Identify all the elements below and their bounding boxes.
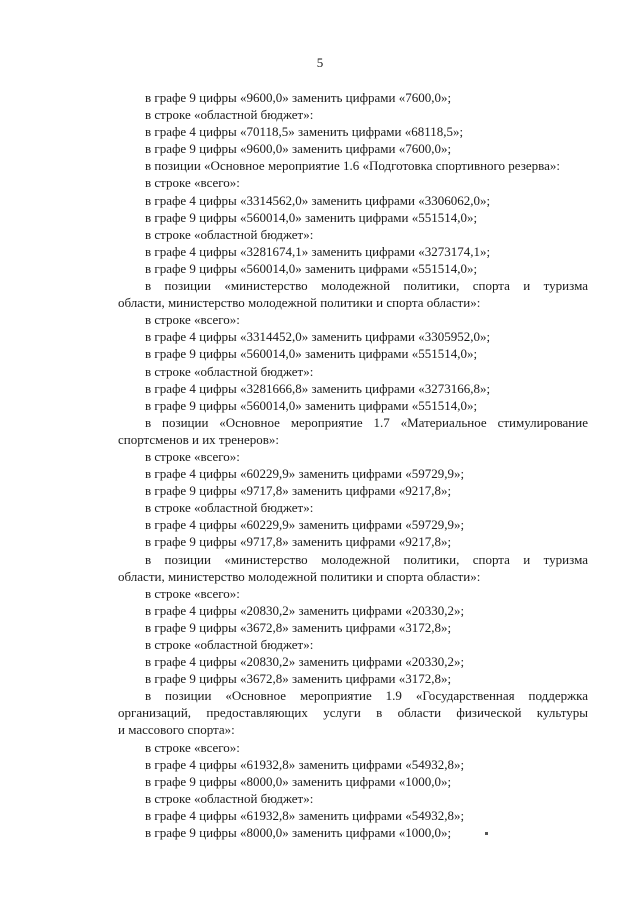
document-line: в строке «областной бюджет»: bbox=[145, 637, 314, 652]
document-line: в графе 4 цифры «20830,2» заменить цифрами «20330,2»; bbox=[145, 602, 465, 618]
document-line: области, министерство молодежной политики и спорта области»: bbox=[118, 295, 481, 311]
document-line: в позиции «Основное мероприятие 1.7 «Материальное стимулирование bbox=[145, 414, 588, 430]
document-line: в строке «областной бюджет»: bbox=[145, 226, 314, 242]
document-line: в строке «всего»: bbox=[145, 585, 240, 601]
document-line: в графе 9 цифры «8000,0» заменить цифрами «1000,0»; bbox=[145, 825, 452, 841]
document-line: в строке «областной бюджет»: bbox=[145, 107, 314, 123]
document-body bbox=[118, 89, 588, 841]
document-line: области, министерство молодежной политики и спорта области»: bbox=[118, 568, 481, 584]
document-line: в позиции «министерство молодежной политики, спорта и туризма bbox=[145, 551, 588, 567]
document-line: в строке «всего»: bbox=[145, 312, 240, 328]
document-line: в графе 9 цифры «560014,0» заменить цифрами «551514,0»; bbox=[145, 260, 478, 276]
page-number: 5 bbox=[316, 55, 324, 70]
document-line: в графе 9 цифры «3672,8» заменить цифрами «3172,8»; bbox=[145, 619, 452, 635]
document-line: в позиции «Основное мероприятие 1.9 «Государственная поддержка bbox=[145, 688, 588, 704]
document-line: в строке «всего»: bbox=[145, 175, 240, 191]
document-line: в графе 4 цифры «61932,8» заменить цифрами «54932,8»; bbox=[145, 807, 465, 823]
document-line: в строке «областной бюджет»: bbox=[145, 363, 314, 379]
document-line: в строке «всего»: bbox=[145, 448, 240, 464]
document-line: в графе 9 цифры «560014,0» заменить цифрами «551514,0»; bbox=[145, 209, 478, 225]
document-line: в графе 4 цифры «20830,2» заменить цифрами «20330,2»; bbox=[145, 654, 465, 670]
document-line: в графе 4 цифры «61932,8» заменить цифрами «54932,8»; bbox=[145, 756, 465, 772]
document-line: в графе 4 цифры «3281674,1» заменить цифрами «3273174,1»; bbox=[145, 243, 491, 259]
document-line: в графе 9 цифры «9717,8» заменить цифрами «9217,8»; bbox=[145, 483, 452, 499]
document-line: в строке «областной бюджет»: bbox=[145, 500, 314, 516]
document-line: в графе 4 цифры «70118,5» заменить цифрами «68118,5»; bbox=[145, 124, 464, 140]
document-line: в графе 9 цифры «9717,8» заменить цифрами «9217,8»; bbox=[145, 534, 452, 550]
document-line: организаций, предоставляющих услуги в области физической культуры bbox=[118, 705, 588, 721]
scan-mark bbox=[485, 832, 488, 835]
document-line: в графе 9 цифры «560014,0» заменить цифрами «551514,0»; bbox=[145, 397, 478, 413]
document-line: в графе 9 цифры «9600,0» заменить цифрами «7600,0»; bbox=[145, 90, 452, 105]
document-line: в строке «всего»: bbox=[145, 739, 240, 755]
document-line: в графе 4 цифры «3314452,0» заменить цифрами «3305952,0»; bbox=[145, 329, 491, 345]
document-line: в графе 4 цифры «60229,9» заменить цифрами «59729,9»; bbox=[145, 466, 465, 482]
document-line: и массового спорта»: bbox=[118, 722, 235, 738]
document-line: в графе 4 цифры «3314562,0» заменить цифрами «3306062,0»; bbox=[145, 192, 491, 208]
document-line: в графе 9 цифры «9600,0» заменить цифрами «7600,0»; bbox=[145, 141, 452, 157]
document-line: в графе 4 цифры «60229,9» заменить цифрами «59729,9»; bbox=[145, 517, 465, 533]
document-line: в позиции «министерство молодежной политики, спорта и туризма bbox=[145, 278, 588, 294]
document-line: в строке «областной бюджет»: bbox=[145, 790, 314, 806]
document-line: в позиции «Основное мероприятие 1.6 «Подготовка спортивного резерва»: bbox=[145, 158, 560, 174]
document-line: в графе 4 цифры «3281666,8» заменить цифрами «3273166,8»; bbox=[145, 380, 491, 396]
document-line: в графе 9 цифры «8000,0» заменить цифрами «1000,0»; bbox=[145, 773, 452, 789]
document-line: в графе 9 цифры «560014,0» заменить цифрами «551514,0»; bbox=[145, 346, 478, 362]
document-line: в графе 9 цифры «3672,8» заменить цифрами «3172,8»; bbox=[145, 671, 452, 687]
document-line: спортсменов и их тренеров»: bbox=[118, 431, 280, 447]
